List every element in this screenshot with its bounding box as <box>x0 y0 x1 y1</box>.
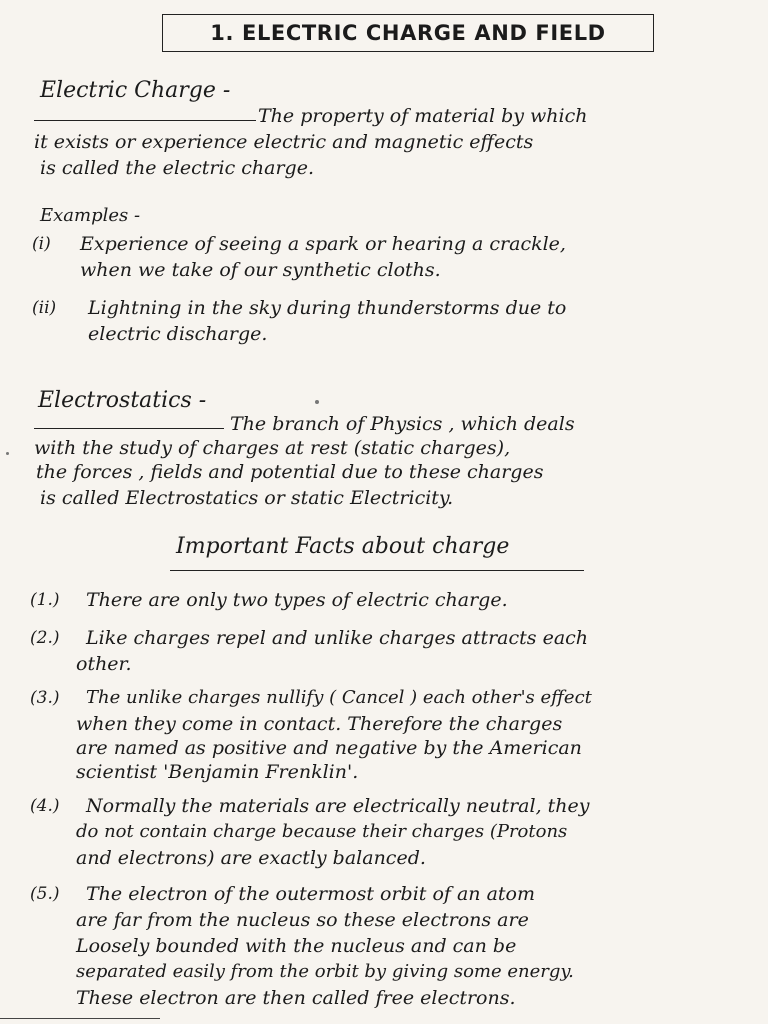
fact-4-line-3: and electrons) are exactly balanced. <box>76 847 426 869</box>
fact-2-line-1: Like charges repel and unlike charges attracts each <box>86 627 589 649</box>
electric-charge-line-2: it exists or experience electric and magnetic effects <box>34 131 534 153</box>
fact-2-marker: (2.) <box>30 628 60 648</box>
fact-2-line-2: other. <box>76 653 132 675</box>
fact-3-line-4: scientist 'Benjamin Frenklin'. <box>76 761 359 783</box>
margin-pen-mark <box>6 452 9 455</box>
electrostatics-line-2: with the study of charges at rest (static charges), <box>34 437 511 459</box>
example-2-line-2: electric discharge. <box>88 323 268 345</box>
fact-1-marker: (1.) <box>30 590 60 610</box>
facts-heading: Important Facts about charge <box>176 534 510 559</box>
examples-label: Examples - <box>40 205 141 226</box>
bottom-edge-line <box>0 1018 160 1019</box>
fact-3-line-3: are named as positive and negative by the American <box>76 737 582 759</box>
example-2-line-1: Lightning in the sky during thunderstorms due to <box>88 297 567 319</box>
example-1-marker: (i) <box>32 234 51 254</box>
electric-charge-heading: Electric Charge - <box>40 78 231 103</box>
fact-3-line-1: The unlike charges nullify ( Cancel ) each other's effect <box>86 687 592 708</box>
electrostatics-heading: Electrostatics - <box>38 388 207 413</box>
fact-3-line-2: when they come in contact. Therefore the charges <box>76 713 563 735</box>
example-1-line-2: when we take of our synthetic cloths. <box>80 259 441 281</box>
example-1-line-1: Experience of seeing a spark or hearing a crackle, <box>80 233 566 255</box>
fact-5-line-1: The electron of the outermost orbit of an atom <box>86 883 535 905</box>
fact-1-line-1: There are only two types of electric charge. <box>86 589 508 611</box>
electric-charge-underline <box>34 120 256 121</box>
fact-5-line-2: are far from the nucleus so these electrons are <box>76 909 529 931</box>
electrostatics-line-1: The branch of Physics , which deals <box>230 413 575 435</box>
electric-charge-line-3: is called the electric charge. <box>40 157 315 179</box>
electrostatics-line-3: the forces , fields and potential due to these charges <box>36 461 544 483</box>
example-2-marker: (ii) <box>32 298 57 318</box>
facts-underline <box>170 570 584 571</box>
fact-4-line-1: Normally the materials are electrically neutral, they <box>86 795 590 817</box>
fact-4-marker: (4.) <box>30 796 60 816</box>
stray-pen-mark <box>315 400 319 404</box>
fact-5-line-4: separated easily from the orbit by giving some energy. <box>76 961 574 982</box>
electrostatics-line-4: is called Electrostatics or static Electricity. <box>40 487 454 509</box>
fact-4-line-2: do not contain charge because their charges (Protons <box>76 821 568 842</box>
chapter-title: 1. ELECTRIC CHARGE AND FIELD <box>210 21 606 45</box>
fact-5-line-3: Loosely bounded with the nucleus and can be <box>76 935 517 957</box>
electrostatics-underline <box>34 428 224 429</box>
fact-5-marker: (5.) <box>30 884 60 904</box>
chapter-title-box <box>162 14 654 52</box>
fact-5-line-5: These electron are then called free electrons. <box>76 987 516 1009</box>
electric-charge-line-1: The property of material by which <box>258 105 588 127</box>
fact-3-marker: (3.) <box>30 688 60 708</box>
